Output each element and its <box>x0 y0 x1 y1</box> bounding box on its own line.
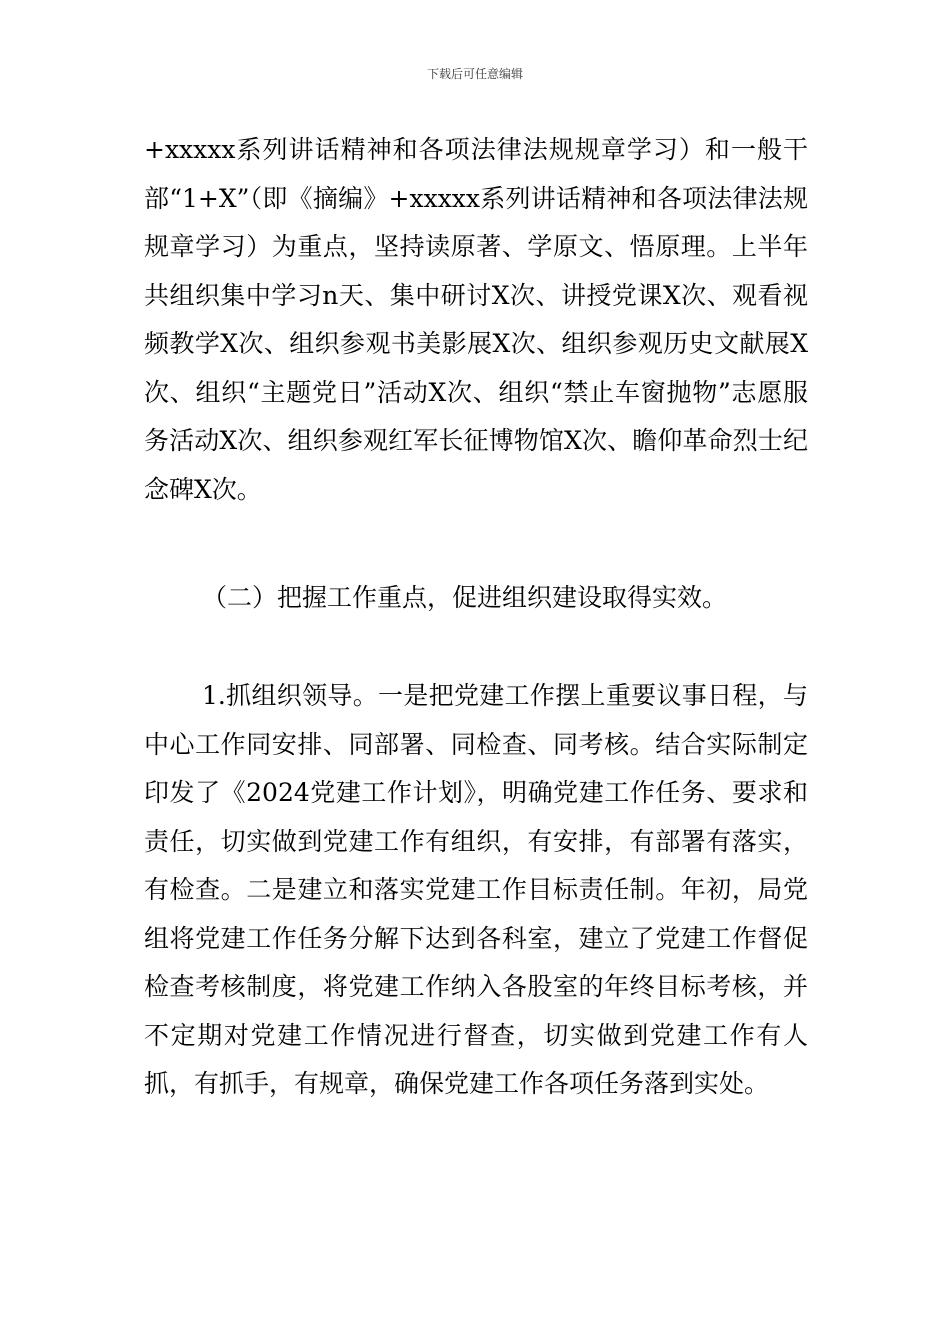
body-paragraph-study: +xxxxx系列讲话精神和各项法律法规规章学习）和一般干部“1+X”（即《摘编》+xxxxx系列讲话精神和各项法律法规规章学习）为重点，坚持读原著、学原文、悟原理。上半年共组织集中学习n天、集中研讨X次、讲授党课X次、观看视频教学X次、组织参观书美影展X次、组织参观历史文献展X次、组织“主题党日”活动X次、组织“禁止车窗抛物”志愿服务活动X次、组织参观红军长征博物馆X次、瞻仰革命烈士纪念碑X次。 <box>144 135 808 504</box>
section-heading: （二）把握工作重点，促进组织建设取得实效。 <box>202 583 728 612</box>
body-paragraph-organization-leadership: 1.抓组织领导。一是把党建工作摆上重要议事日程，与中心工作同安排、同部署、同检查、同考核。结合实际制定印发了《2024党建工作计划》，明确党建工作任务、要求和责任，切实做到党建工作有组织，有安排，有部署有落实，有检查。二是建立和落实党建工作目标责任制。年初，局党组将党建工作任务分解下达到各科室，建立了党建工作督促检查考核制度，将党建工作纳入各股室的年终目标考核，并不定期对党建工作情况进行督查，切实做到党建工作有人抓，有抓手，有规章，确保党建工作各项任务落到实处。 <box>144 681 808 1098</box>
page-header-note: 下载后可任意编辑 <box>426 67 523 81</box>
